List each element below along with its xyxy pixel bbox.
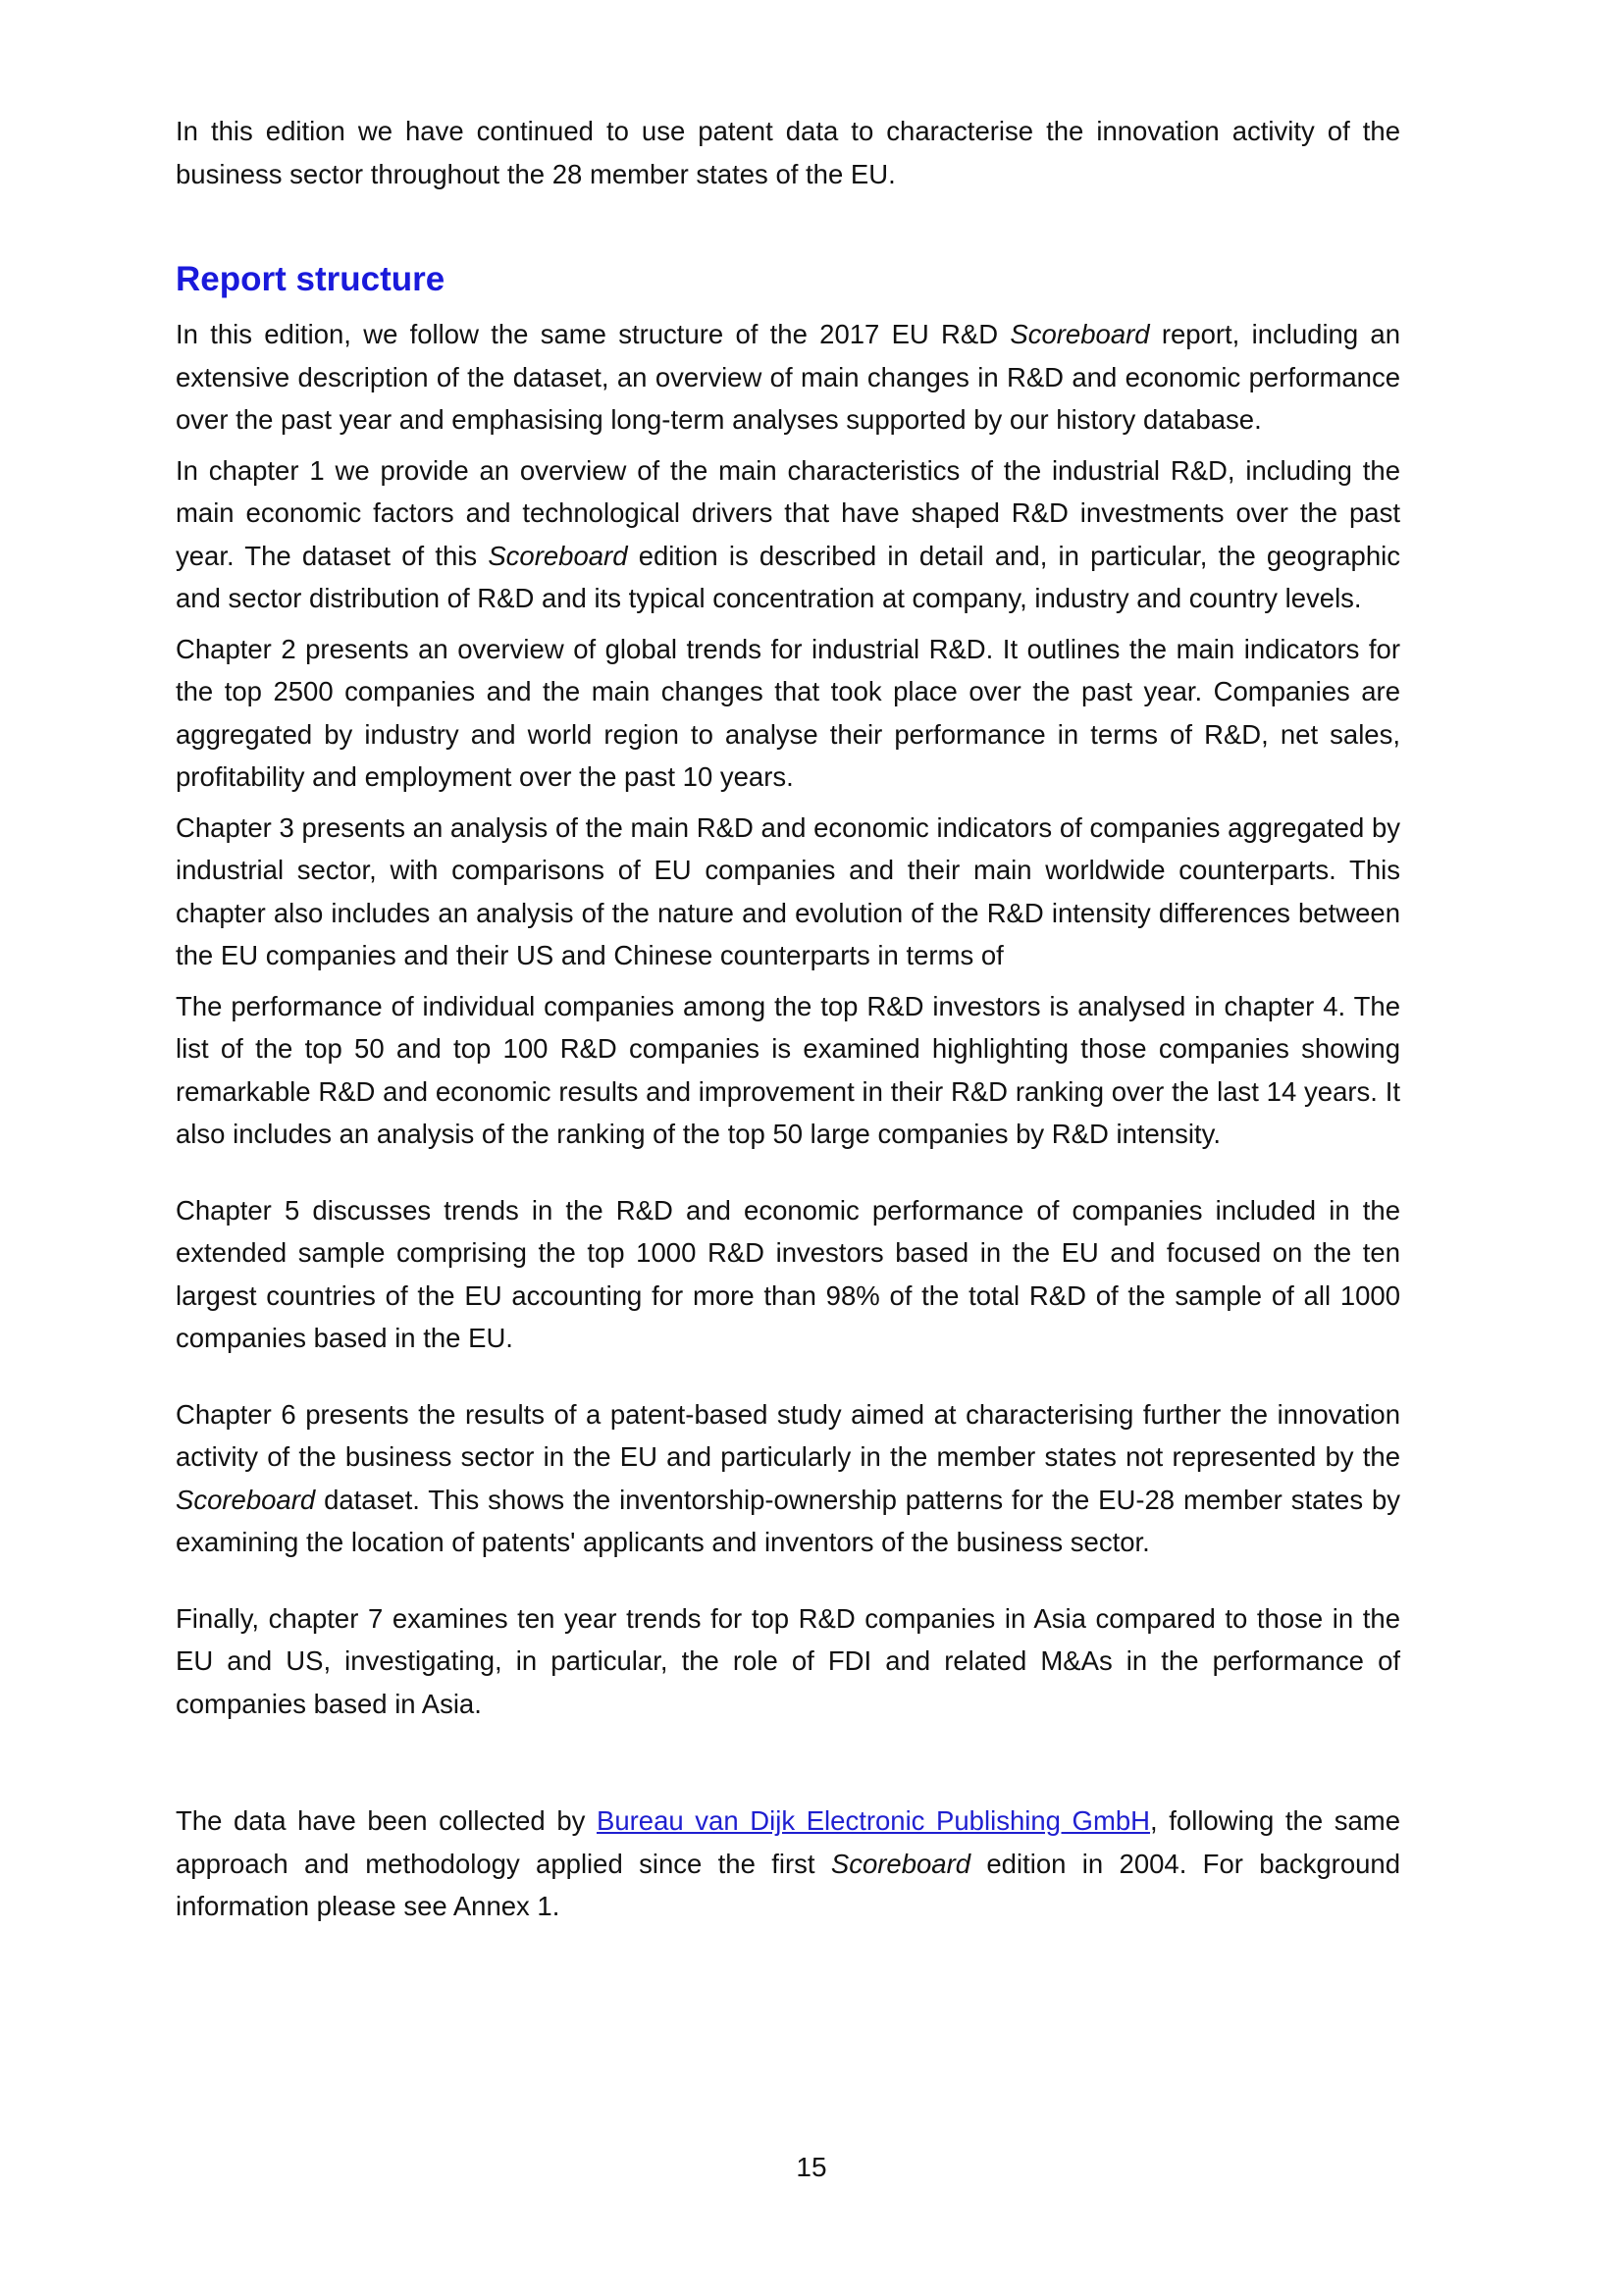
- paragraph-chapter-1: [176, 449, 1400, 620]
- paragraph-chapter-5: Chapter 5 discusses trends in the R&D and economic performance of companies included in the extended sample comprising the top 1000 R&D investors based in the EU and focused on the ten largest countries of the EU accounting for more than 98% of the total R&D of the sample of all 1000 companies based in the EU.: [176, 1194, 1400, 1353]
- text-span: report, including an extensive description of the dataset, an overview of main changes in R&D and economic performance over the past year and emphasising long-term analyses supported by our history database.: [176, 319, 1400, 435]
- paragraph-chapter-2: Chapter 2 presents an overview of global trends for industrial R&D. It outlines the main indicators for the top 2500 companies and the main changes that took place over the past year. Companies are aggregated by industry and world region to analyse their performance in terms of R&D, net sales, profitability and employment over the past 10 years.: [176, 633, 1400, 792]
- section-heading: Report structure: [176, 260, 445, 298]
- paragraph-data-source: [176, 1800, 1400, 1928]
- paragraph-chapter-7: Finally, chapter 7 examines ten year trends for top R&D companies in Asia compared to those in the EU and US, investigating, in particular, the role of FDI and related M&As in the performance of companies based in Asia.: [176, 1602, 1400, 1719]
- scoreboard-italic: Scoreboard: [1010, 319, 1150, 349]
- text-span: edition is described in detail and, in particular, the geographic and sector distribution of R&D and its typical concentration at company, industry and country levels.: [176, 540, 1400, 613]
- text-span: In chapter 1 we provide an overview of the main characteristics of the industrial R&D, including the main economic factors and technological drivers that have shaped R&D investments over the past year. The dataset of this: [176, 454, 1400, 571]
- paragraph-chapter-4: The performance of individual companies among the top R&D investors is analysed in chapter 4. The list of the top 50 and top 100 R&D companies is examined highlighting those companies showing remarkable R&D and economic results and improvement in their R&D ranking over the last 14 years. It also includes an analysis of the ranking of the top 50 large companies by R&D intensity.: [176, 990, 1400, 1149]
- paragraph-structure-overview: [176, 313, 1400, 442]
- document-page: [176, 110, 1400, 1928]
- scoreboard-italic: Scoreboard: [176, 1484, 316, 1515]
- text-span: , following the same approach and methodology applied since the first: [176, 1805, 1400, 1879]
- bureau-van-dijk-link[interactable]: Bureau van Dijk Electronic Publishing GmbH: [597, 1805, 1151, 1836]
- paragraph-chapter-6: [176, 1393, 1400, 1564]
- scoreboard-italic: Scoreboard: [488, 540, 628, 571]
- scoreboard-italic: Scoreboard: [830, 1848, 971, 1879]
- text-span: In this edition, we follow the same structure of the 2017 EU R&D: [176, 319, 1011, 349]
- text-span: dataset. This shows the inventorship-ownership patterns for the EU-28 member states by examining the location of patents' applicants and inventors of the business sector.: [176, 1484, 1400, 1557]
- text-span: Chapter 6 presents the results of a patent-based study aimed at characterising further the innovation activity of the business sector in the EU and particularly in the member states not represented by the: [176, 1398, 1400, 1472]
- text-span: The data have been collected by: [176, 1805, 597, 1836]
- text-span: edition in 2004. For background information please see Annex 1.: [176, 1848, 1400, 1921]
- intro-paragraph: In this edition we have continued to use patent data to characterise the innovation activity of the business sector throughout the 28 member states of the EU.: [176, 116, 1400, 189]
- page-number: 15: [796, 2152, 827, 2182]
- paragraph-chapter-3: Chapter 3 presents an analysis of the main R&D and economic indicators of companies aggregated by industrial sector, with comparisons of EU companies and their main worldwide counterparts. This chapter also includes an analysis of the nature and evolution of the R&D intensity differences between the EU companies and their US and Chinese counterparts in terms of: [176, 811, 1400, 970]
